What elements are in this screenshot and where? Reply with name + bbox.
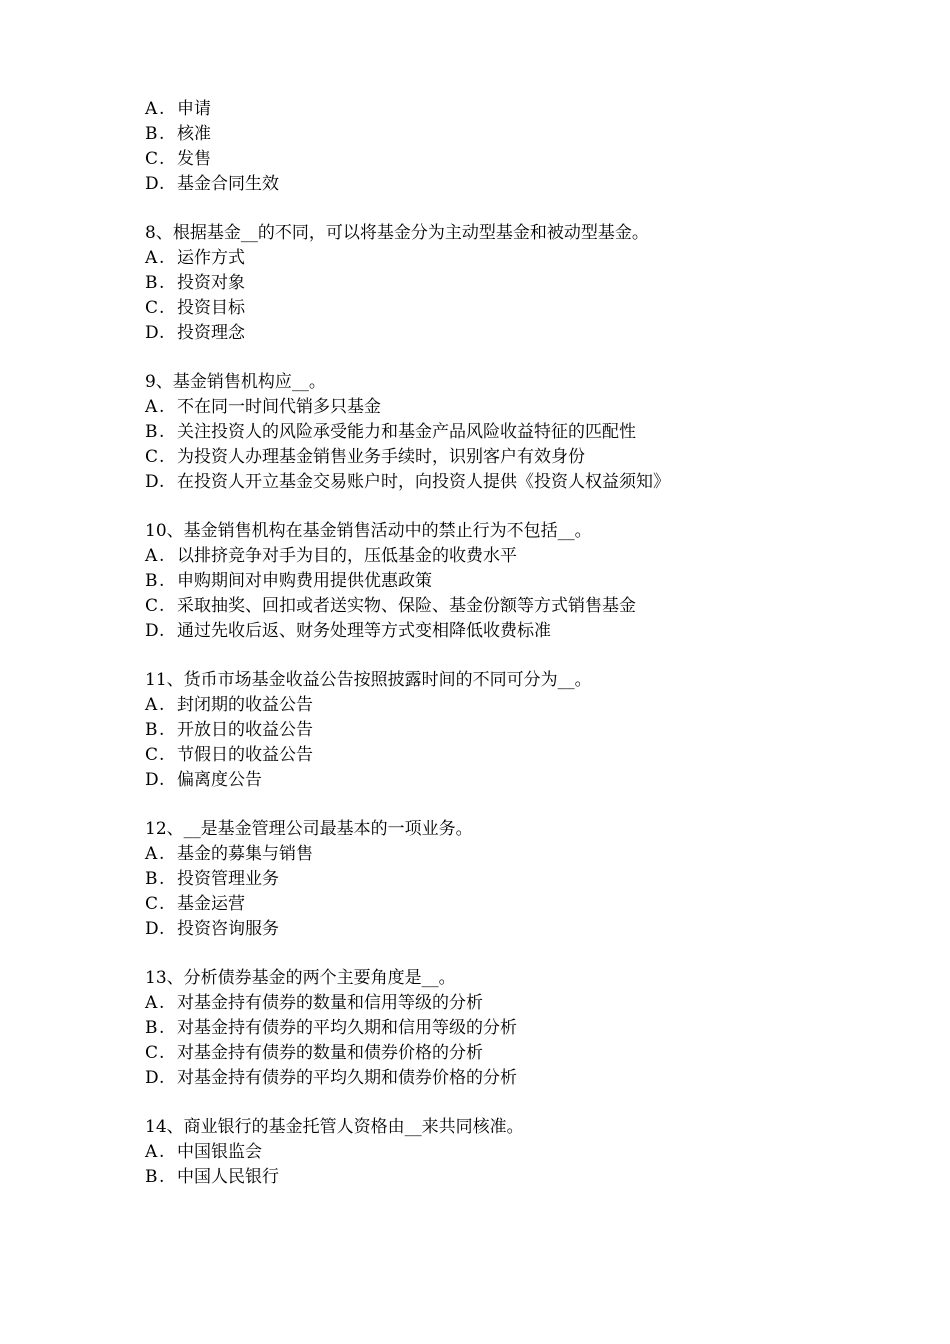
answer-option: [145, 147, 845, 172]
answer-option: [145, 1165, 845, 1190]
option-letter: A: [145, 99, 158, 119]
option-separator: .: [159, 919, 165, 939]
answer-option: [145, 1016, 845, 1041]
option-separator: .: [159, 472, 165, 492]
answer-option: [145, 395, 845, 420]
option-separator: .: [159, 695, 165, 715]
answer-option: [145, 1140, 845, 1165]
question-block: [145, 668, 845, 793]
option-letter: B: [145, 1167, 158, 1187]
option-letter: C: [145, 745, 159, 765]
option-letter: D: [145, 472, 159, 492]
option-separator: .: [159, 273, 165, 293]
option-letter: B: [145, 720, 158, 740]
option-text: 以排挤竞争对手为目的，压低基金的收费水平: [177, 546, 517, 566]
option-text: 投资对象: [177, 273, 245, 293]
option-text: 投资目标: [177, 298, 245, 318]
answer-option: [145, 718, 845, 743]
option-letter: B: [145, 273, 158, 293]
option-text: 通过先收后返、财务处理等方式变相降低收费标准: [177, 621, 551, 641]
option-separator: .: [159, 770, 165, 790]
option-text: 节假日的收益公告: [177, 745, 313, 765]
option-letter: C: [145, 149, 159, 169]
option-letter: A: [145, 695, 158, 715]
option-letter: A: [145, 546, 158, 566]
option-text: 基金合同生效: [177, 174, 279, 194]
answer-option: [145, 842, 845, 867]
option-separator: .: [159, 397, 165, 417]
answer-option: [145, 97, 845, 122]
option-text: 投资管理业务: [177, 869, 279, 889]
question-text: 8、根据基金__的不同，可以将基金分为主动型基金和被动型基金。: [145, 223, 649, 243]
answer-option: [145, 296, 845, 321]
option-letter: D: [145, 919, 159, 939]
answer-option: [145, 693, 845, 718]
answer-option: [145, 1041, 845, 1066]
option-text: 申购期间对申购费用提供优惠政策: [177, 571, 432, 591]
question-text: 10、基金销售机构在基金销售活动中的禁止行为不包括__。: [145, 521, 592, 541]
question-gap: [145, 942, 845, 966]
option-separator: .: [159, 99, 165, 119]
option-text: 基金的募集与销售: [177, 844, 313, 864]
question-block: [145, 966, 845, 1091]
question-text: 12、__是基金管理公司最基本的一项业务。: [145, 819, 473, 839]
answer-option: [145, 1066, 845, 1091]
option-text: 基金运营: [177, 894, 245, 914]
option-separator: .: [159, 248, 165, 268]
option-letter: C: [145, 894, 159, 914]
option-separator: .: [159, 1142, 165, 1162]
option-letter: B: [145, 124, 158, 144]
option-separator: .: [159, 323, 165, 343]
answer-option: [145, 594, 845, 619]
answer-option: [145, 246, 845, 271]
option-text: 对基金持有债券的数量和信用等级的分析: [177, 993, 483, 1013]
option-letter: D: [145, 770, 159, 790]
option-separator: .: [159, 546, 165, 566]
question-block: [145, 1115, 845, 1190]
option-separator: .: [159, 596, 165, 616]
answer-option: [145, 991, 845, 1016]
option-letter: A: [145, 397, 158, 417]
option-letter: B: [145, 422, 158, 442]
option-letter: D: [145, 621, 159, 641]
option-separator: .: [159, 869, 165, 889]
option-letter: B: [145, 571, 158, 591]
option-text: 中国人民银行: [177, 1167, 279, 1187]
option-letter: A: [145, 1142, 158, 1162]
answer-option: [145, 420, 845, 445]
option-text: 关注投资人的风险承受能力和基金产品风险收益特征的匹配性: [177, 422, 636, 442]
answer-option: [145, 321, 845, 346]
answer-option: [145, 445, 845, 470]
option-separator: .: [159, 124, 165, 144]
question-block: [145, 97, 845, 197]
option-separator: .: [159, 621, 165, 641]
answer-option: [145, 544, 845, 569]
option-text: 封闭期的收益公告: [177, 695, 313, 715]
option-separator: .: [159, 844, 165, 864]
option-text: 申请: [177, 99, 211, 119]
option-text: 对基金持有债券的平均久期和信用等级的分析: [177, 1018, 517, 1038]
option-separator: .: [159, 422, 165, 442]
option-letter: A: [145, 844, 158, 864]
answer-option: [145, 768, 845, 793]
option-letter: C: [145, 298, 159, 318]
option-separator: .: [159, 720, 165, 740]
option-text: 核准: [177, 124, 211, 144]
option-letter: C: [145, 447, 159, 467]
option-letter: B: [145, 1018, 158, 1038]
question-text: 14、商业银行的基金托管人资格由__来共同核准。: [145, 1117, 524, 1137]
option-separator: .: [159, 298, 165, 318]
question-block: [145, 370, 845, 495]
option-separator: .: [159, 174, 165, 194]
answer-option: [145, 743, 845, 768]
option-text: 运作方式: [177, 248, 245, 268]
question-gap: [145, 197, 845, 221]
question-gap: [145, 644, 845, 668]
option-text: 对基金持有债券的平均久期和债券价格的分析: [177, 1068, 517, 1088]
question-block: [145, 221, 845, 346]
option-letter: B: [145, 869, 158, 889]
question-gap: [145, 1091, 845, 1115]
answer-option: [145, 569, 845, 594]
option-text: 偏离度公告: [177, 770, 262, 790]
option-text: 中国银监会: [177, 1142, 262, 1162]
question-gap: [145, 495, 845, 519]
option-separator: .: [159, 1068, 165, 1088]
question-text: 9、基金销售机构应__。: [145, 372, 326, 392]
option-separator: .: [159, 571, 165, 591]
option-separator: .: [159, 1167, 165, 1187]
option-text: 为投资人办理基金销售业务手续时，识别客户有效身份: [177, 447, 585, 467]
option-letter: A: [145, 248, 158, 268]
option-text: 不在同一时间代销多只基金: [177, 397, 381, 417]
option-separator: .: [159, 745, 165, 765]
option-letter: D: [145, 1068, 159, 1088]
option-separator: .: [159, 1043, 165, 1063]
option-text: 在投资人开立基金交易账户时，向投资人提供《投资人权益须知》: [177, 472, 670, 492]
answer-option: [145, 867, 845, 892]
option-letter: C: [145, 596, 159, 616]
option-separator: .: [159, 993, 165, 1013]
question-block: [145, 519, 845, 644]
question-gap: [145, 793, 845, 817]
answer-option: [145, 122, 845, 147]
answer-option: [145, 271, 845, 296]
answer-option: [145, 172, 845, 197]
option-letter: C: [145, 1043, 159, 1063]
option-text: 采取抽奖、回扣或者送实物、保险、基金份额等方式销售基金: [177, 596, 636, 616]
question-text: 11、货币市场基金收益公告按照披露时间的不同可分为__。: [145, 670, 592, 690]
option-separator: .: [159, 447, 165, 467]
option-text: 对基金持有债券的数量和债券价格的分析: [177, 1043, 483, 1063]
option-separator: .: [159, 1018, 165, 1038]
option-letter: A: [145, 993, 158, 1013]
option-text: 投资理念: [177, 323, 245, 343]
option-separator: .: [159, 149, 165, 169]
answer-option: [145, 917, 845, 942]
exam-page: [145, 97, 845, 1190]
question-text: 13、分析债券基金的两个主要角度是__。: [145, 968, 456, 988]
question-gap: [145, 346, 845, 370]
option-letter: D: [145, 323, 159, 343]
option-text: 投资咨询服务: [177, 919, 279, 939]
answer-option: [145, 470, 845, 495]
option-separator: .: [159, 894, 165, 914]
option-text: 开放日的收益公告: [177, 720, 313, 740]
option-letter: D: [145, 174, 159, 194]
option-text: 发售: [177, 149, 211, 169]
answer-option: [145, 619, 845, 644]
question-block: [145, 817, 845, 942]
answer-option: [145, 892, 845, 917]
